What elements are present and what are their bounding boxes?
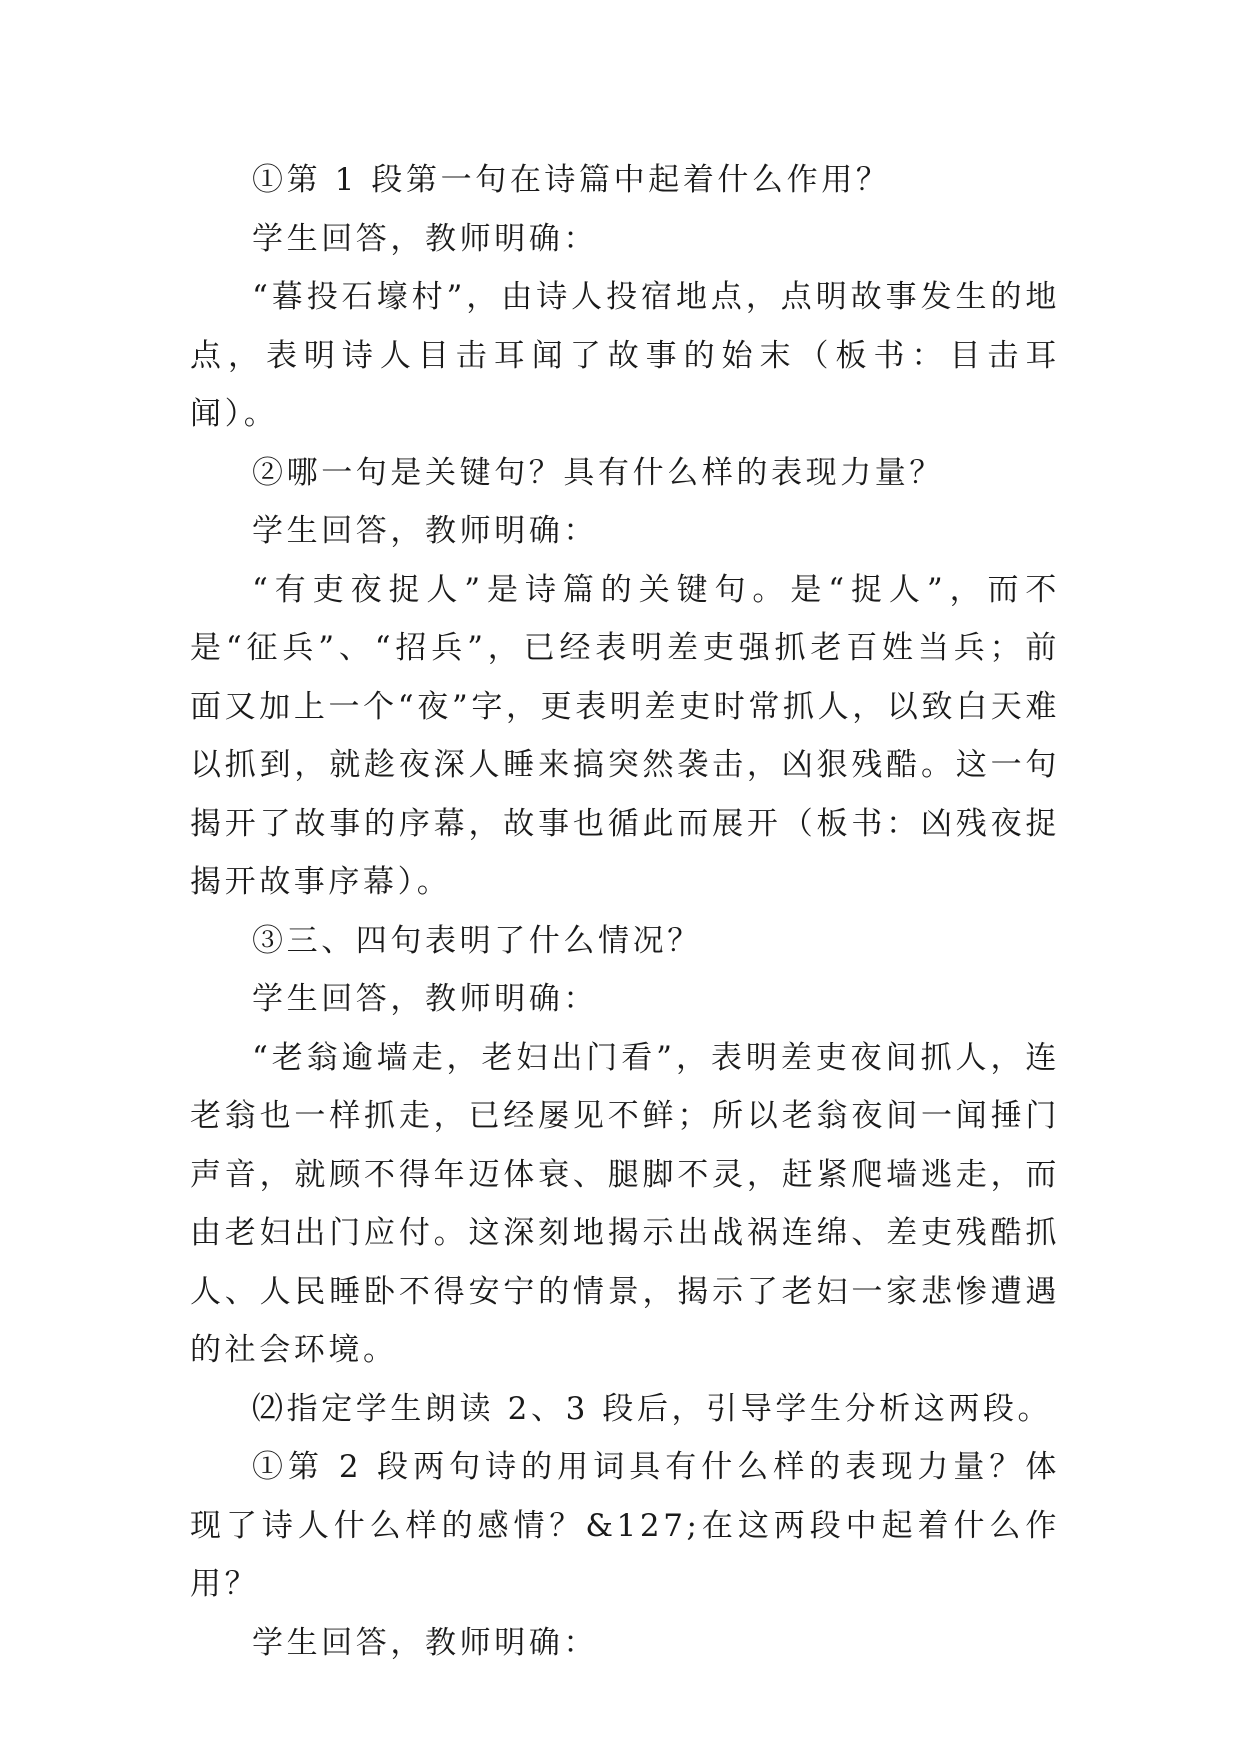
paragraph: ①第 2 段两句诗的用词具有什么样的表现力量？体现了诗人什么样的感情？&127;在这两段中起着什么作用？: [190, 1449, 1060, 1602]
document-page: [190, 151, 1060, 1672]
paragraph: 学生回答，教师明确：: [252, 981, 598, 1017]
paragraph: “老翁逾墙走，老妇出门看”，表明差吏夜间抓人，连老翁也一样抓走，已经屡见不鲜；所以老翁夜间一闻捶门声音，就顾不得年迈体衰、腿脚不灵，赶紧爬墙逃走，而由老妇出门应付。这深刻地揭示出战祸连绵、差吏残酷抓人、人民睡卧不得安宁的情景，揭示了老妇一家悲惨遭遇的社会环境。: [190, 1039, 1060, 1368]
paragraph: ②哪一句是关键句？具有什么样的表现力量？: [252, 454, 944, 491]
paragraph: 学生回答，教师明确：: [252, 220, 598, 257]
paragraph: 学生回答，教师明确：: [252, 513, 598, 549]
paragraph: ③三、四句表明了什么情况？: [252, 922, 702, 959]
paragraph: 学生回答，教师明确：: [252, 1624, 598, 1661]
paragraph: ⑵指定学生朗读 2、3 段后，引导学生分析这两段。: [252, 1390, 1053, 1427]
paragraph: “有吏夜捉人”是诗篇的关键句。是“捉人”，而不是“征兵”、“招兵”，已经表明差吏强抓老百姓当兵；前面又加上一个“夜”字，更表明差吏时常抓人，以致白天难以抓到，就趁夜深人睡来搞突然袭击，凶狠残酷。这一句揭开了故事的序幕，故事也循此而展开（板书：凶残夜捉 揭开故事序幕）。: [190, 571, 1060, 900]
paragraph: “暮投石壕村”，由诗人投宿地点，点明故事发生的地点，表明诗人目击耳闻了故事的始末（板书：目击耳闻）。: [190, 279, 1060, 432]
paragraph: ①第 1 段第一句在诗篇中起着什么作用？: [252, 162, 891, 198]
